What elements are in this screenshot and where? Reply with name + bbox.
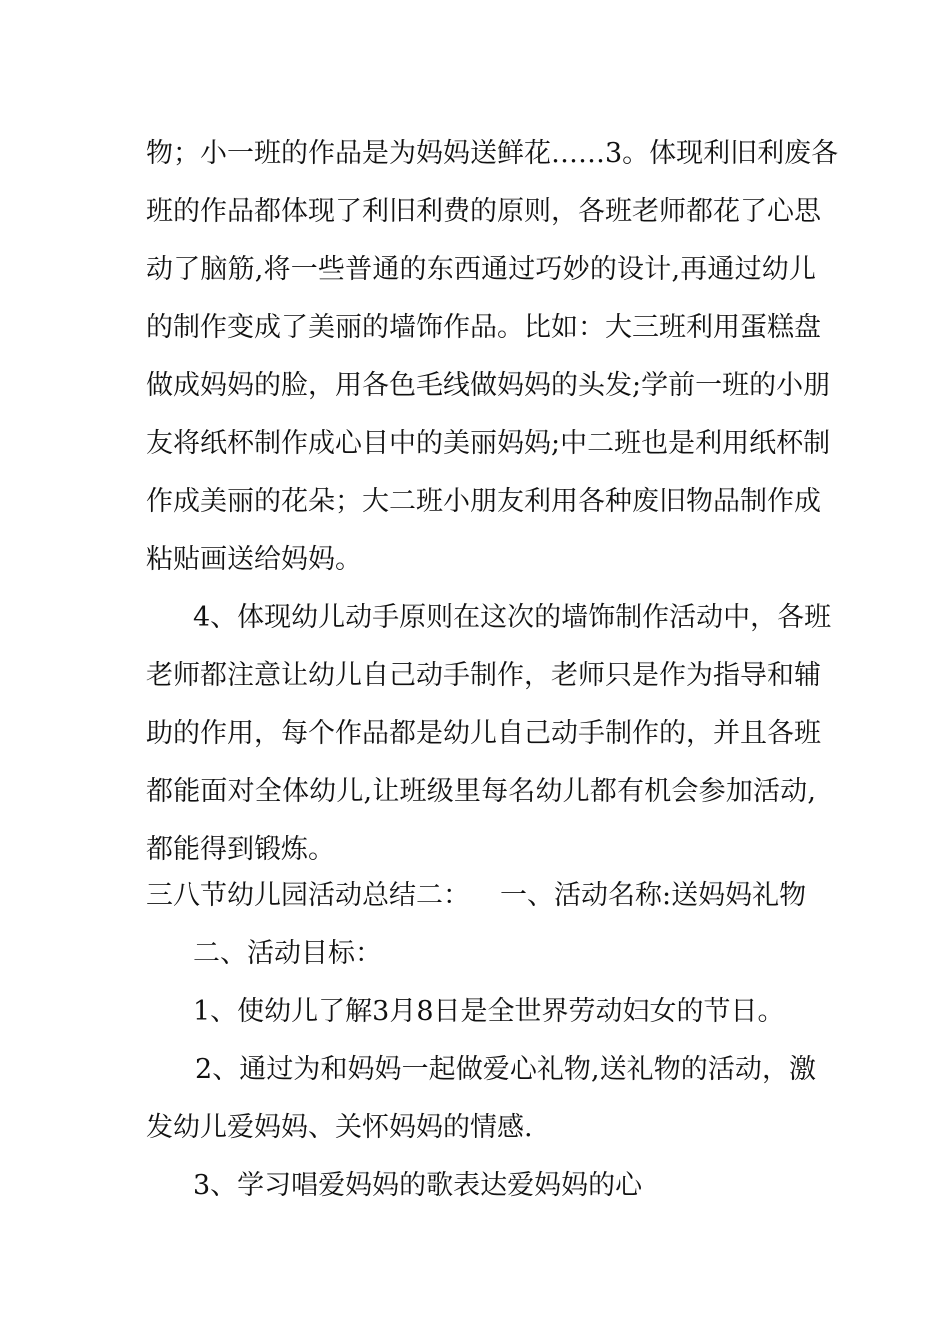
section-heading bbox=[146, 876, 816, 916]
paragraph-1-line-4: 的制作变成了美丽的墙饰作品。比如：大三班利用蛋糕盘 bbox=[146, 312, 821, 343]
goals-heading: 二、活动目标： bbox=[193, 938, 382, 969]
activity-name: 一、活动名称:送妈妈礼物 bbox=[500, 880, 807, 911]
paragraph-1-line-8: 粘贴画送给妈妈。 bbox=[146, 544, 362, 575]
paragraph-2-line-2: 老师都注意让幼儿自己动手制作，老师只是作为指导和辅 bbox=[146, 660, 821, 691]
goal-3: 3、学习唱爱妈妈的歌表达爱妈妈的心 bbox=[193, 1170, 643, 1201]
paragraph-2-line-5: 都能得到锻炼。 bbox=[146, 834, 335, 865]
paragraph-1-line-6: 友将纸杯制作成心目中的美丽妈妈;中二班也是利用纸杯制 bbox=[146, 428, 831, 459]
section-title: 三八节幼儿园活动总结二： bbox=[146, 880, 470, 911]
paragraph-2-line-3: 助的作用，每个作品都是幼儿自己动手制作的，并且各班 bbox=[146, 718, 821, 749]
paragraph-1-line-7: 作成美丽的花朵；大二班小朋友利用各种废旧物品制作成 bbox=[146, 486, 821, 517]
goal-1: 1、使幼儿了解3月8日是全世界劳动妇女的节日。 bbox=[193, 996, 785, 1027]
paragraph-2-line-1: 4、体现幼儿动手原则在这次的墙饰制作活动中，各班 bbox=[193, 602, 832, 633]
paragraph-1-line-2: 班的作品都体现了利旧利费的原则，各班老师都花了心思 bbox=[146, 196, 821, 227]
goal-2-line-1: 2、通过为和妈妈一起做爱心礼物,送礼物的活动，激 bbox=[195, 1054, 816, 1085]
goal-2-line-2: 发幼儿爱妈妈、关怀妈妈的情感. bbox=[146, 1112, 533, 1143]
paragraph-1-line-5: 做成妈妈的脸，用各色毛线做妈妈的头发;学前一班的小朋 bbox=[146, 370, 831, 401]
paragraph-1-line-1: 物；小一班的作品是为妈妈送鲜花……3。体现利旧利废各 bbox=[146, 138, 839, 169]
paragraph-2-line-4: 都能面对全体幼儿,让班级里每名幼儿都有机会参加活动, bbox=[146, 776, 816, 807]
paragraph-1-line-3: 动了脑筋,将一些普通的东西通过巧妙的设计,再通过幼儿 bbox=[146, 254, 816, 285]
